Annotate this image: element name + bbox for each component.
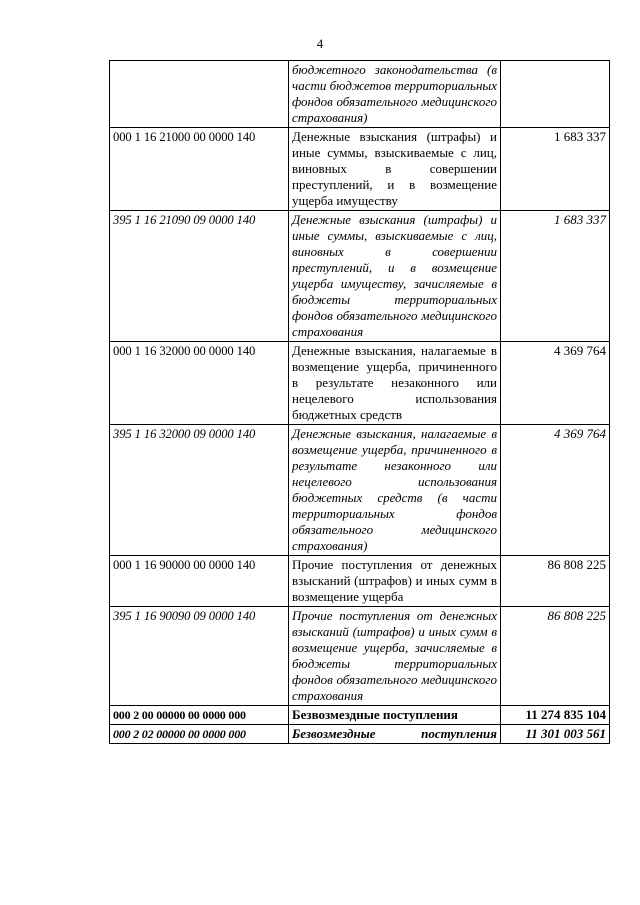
name-cell: Денежные взыскания (штрафы) и иные суммы, взыскиваемые с лиц, виновных в совершении преступлений, и в возмещение ущерба имуществу, зачисляемые в бюджеты территориальных фондов обязательного медицинского страхования bbox=[289, 211, 501, 342]
name-cell: Денежные взыскания (штрафы) и иные суммы, взыскиваемые с лиц, виновных в совершении преступлений, и в возмещение ущерба имуществу bbox=[289, 128, 501, 211]
table-row bbox=[110, 61, 610, 128]
table-row bbox=[110, 607, 610, 706]
sum-cell: 11 274 835 104 bbox=[501, 706, 610, 725]
code-cell: 000 1 16 21000 00 0000 140 bbox=[110, 128, 289, 211]
table-row bbox=[110, 211, 610, 342]
table-row bbox=[110, 342, 610, 425]
name-cell: бюджетного законодательства (в части бюджетов территориальных фондов обязательного медицинского страхования) bbox=[289, 61, 501, 128]
sum-cell: 86 808 225 bbox=[501, 607, 610, 706]
code-cell: 395 1 16 21090 09 0000 140 bbox=[110, 211, 289, 342]
code-cell: 395 1 16 90090 09 0000 140 bbox=[110, 607, 289, 706]
code-cell: 000 1 16 32000 00 0000 140 bbox=[110, 342, 289, 425]
code-cell: 000 2 02 00000 00 0000 000 bbox=[110, 725, 289, 744]
sum-cell: 4 369 764 bbox=[501, 342, 610, 425]
table-row bbox=[110, 556, 610, 607]
name-cell: Прочие поступления от денежных взысканий (штрафов) и иных сумм в возмещение ущерба, зачисляемые в бюджеты территориальных фондов обязательного медицинского страхования bbox=[289, 607, 501, 706]
code-cell: 000 2 00 00000 00 0000 000 bbox=[110, 706, 289, 725]
code-cell: 000 1 16 90000 00 0000 140 bbox=[110, 556, 289, 607]
name-cell: Денежные взыскания, налагаемые в возмещение ущерба, причиненного в результате незаконного или нецелевого использования бюджетных средств bbox=[289, 342, 501, 425]
page-number: 4 bbox=[316, 36, 324, 51]
name-cell: Безвозмездные поступления bbox=[289, 725, 501, 744]
budget-revenue-table bbox=[109, 60, 610, 744]
name-cell: Безвозмездные поступления bbox=[289, 706, 501, 725]
sum-cell bbox=[501, 61, 610, 128]
sum-cell: 86 808 225 bbox=[501, 556, 610, 607]
code-cell bbox=[110, 61, 289, 128]
sum-cell: 1 683 337 bbox=[501, 211, 610, 342]
table-row bbox=[110, 425, 610, 556]
name-cell: Денежные взыскания, налагаемые в возмещение ущерба, причиненного в результате незаконного или нецелевого использования бюджетных средств (в части территориальных фондов обязательного медицинского страхования) bbox=[289, 425, 501, 556]
name-cell: Прочие поступления от денежных взысканий (штрафов) и иных сумм в возмещение ущерба bbox=[289, 556, 501, 607]
code-cell: 395 1 16 32000 09 0000 140 bbox=[110, 425, 289, 556]
table-row bbox=[110, 128, 610, 211]
table-row bbox=[110, 725, 610, 744]
table-row bbox=[110, 706, 610, 725]
sum-cell: 11 301 003 561 bbox=[501, 725, 610, 744]
sum-cell: 1 683 337 bbox=[501, 128, 610, 211]
sum-cell: 4 369 764 bbox=[501, 425, 610, 556]
